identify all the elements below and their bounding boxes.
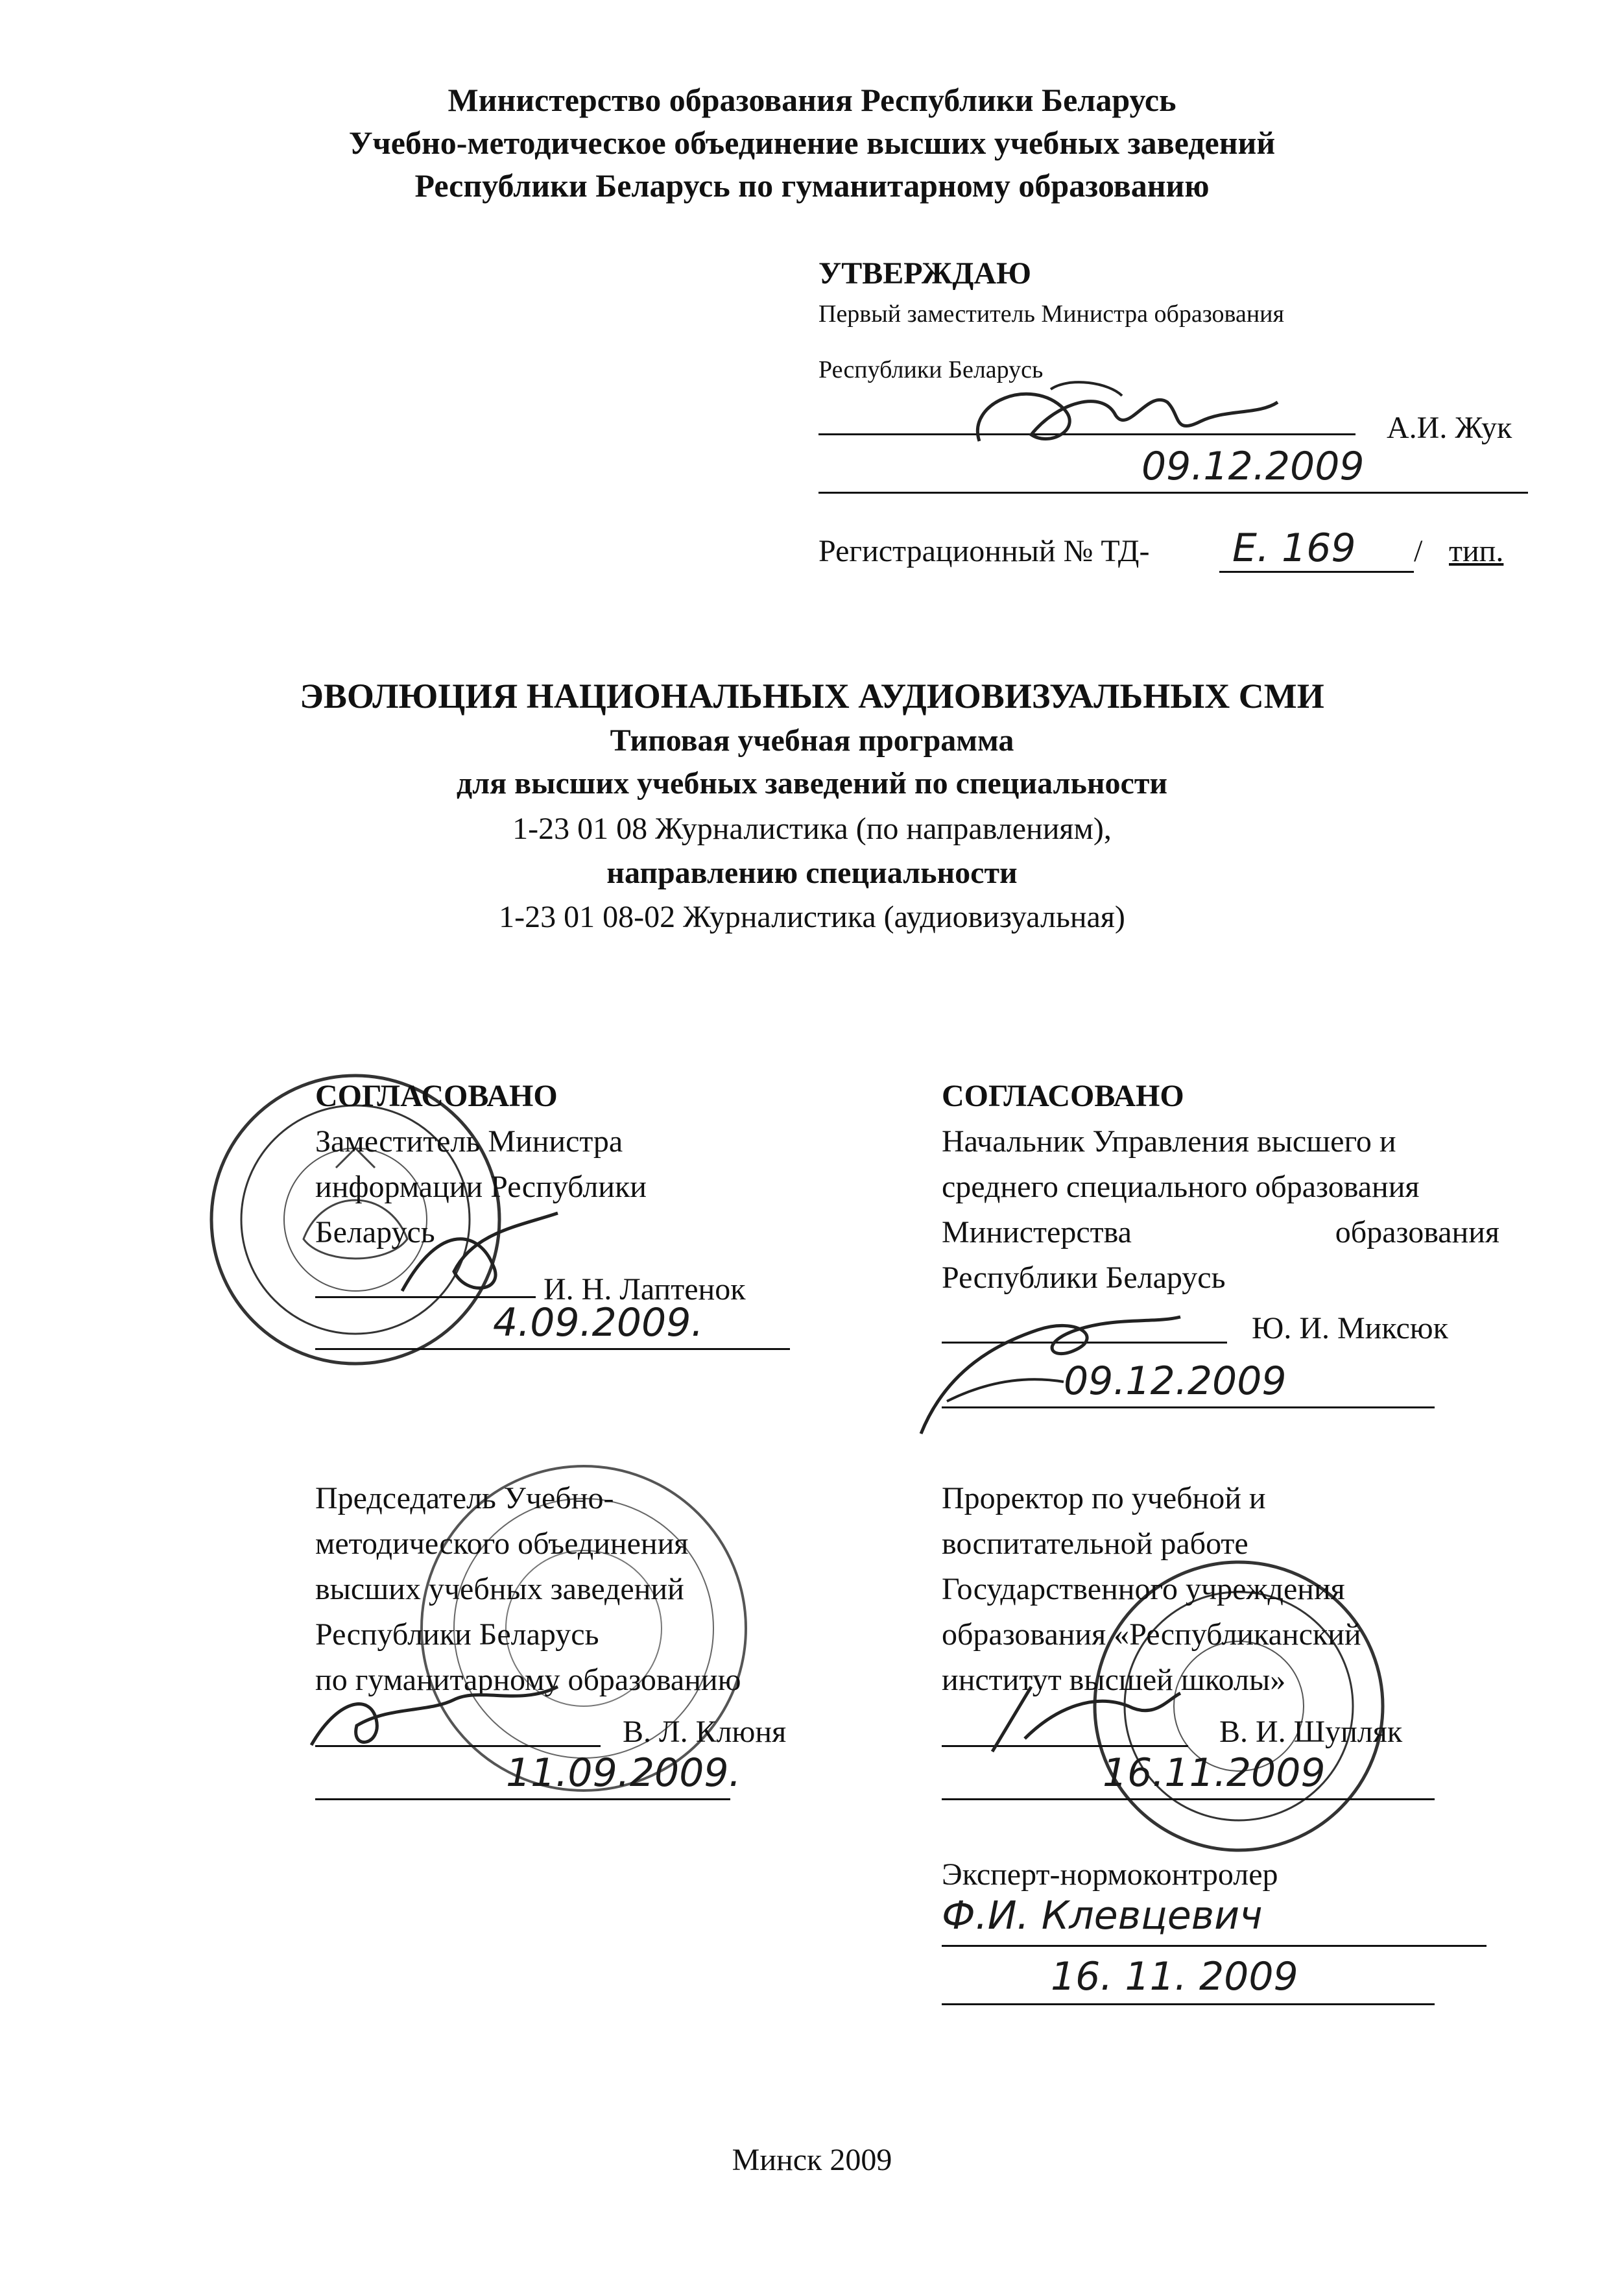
- approve-title: УТВЕРЖДАЮ: [818, 256, 1032, 291]
- chair-name: В. Л. Клюня: [623, 1715, 787, 1749]
- umo-name: Учебно-методическое объединение высших учебных заведений: [348, 125, 1276, 161]
- chair-line2: методического объединения: [315, 1526, 689, 1561]
- expert-date: 16. 11. 2009: [1051, 1954, 1298, 1999]
- reg-type: тип.: [1449, 534, 1504, 568]
- prorector-line3: Государственного учреждения: [942, 1572, 1345, 1606]
- prorector-line5: институт высшей школы»: [942, 1663, 1286, 1697]
- agreed-right-line3: [942, 1213, 1499, 1252]
- chair-signature: [298, 1674, 571, 1758]
- agreed-right-name: Ю. И. Миксюк: [1252, 1311, 1448, 1345]
- approve-position-1: Первый заместитель Министра образования: [818, 300, 1284, 328]
- reg-number: Е. 169: [1232, 525, 1356, 571]
- prorector-line4: образования «Республиканский: [942, 1617, 1361, 1652]
- expert-signature: Ф.И. Клевцевич: [942, 1893, 1263, 1938]
- agreed-left-name: И. Н. Лаптенок: [543, 1272, 746, 1307]
- program-subtitle-2: для высших учебных заведений по специальности: [456, 766, 1168, 801]
- agreed-left-date: 4.09.2009.: [493, 1300, 704, 1345]
- chair-date: 11.09.2009.: [506, 1750, 741, 1796]
- agreed-right-line1: Начальник Управления высшего и: [942, 1124, 1396, 1159]
- agreed-right-line2: среднего специального образования: [942, 1170, 1420, 1204]
- prorector-line2: воспитательной работе: [942, 1526, 1248, 1561]
- program-title: ЭВОЛЮЦИЯ НАЦИОНАЛЬНЫХ АУДИОВИЗУАЛЬНЫХ СМИ: [300, 677, 1324, 716]
- chair-line5: по гуманитарному образованию: [315, 1663, 741, 1697]
- agreed-left-line2: информации Республики: [315, 1170, 647, 1204]
- agreed-right-date: 09.12.2009: [1064, 1358, 1287, 1404]
- chair-line1: Председатель Учебно-: [315, 1481, 614, 1515]
- agreed-right-line3a: Министерства: [942, 1215, 1132, 1249]
- program-direction: 1-23 01 08-02 Журналистика (аудиовизуальная): [499, 900, 1125, 934]
- chair-line3: высших учебных заведений: [315, 1572, 684, 1606]
- approve-name: А.И. Жук: [1387, 411, 1512, 445]
- agreed-right-line4: Республики Беларусь: [942, 1260, 1226, 1295]
- agreed-left-title: СОГЛАСОВАНО: [315, 1079, 558, 1113]
- place-year: Минск 2009: [732, 2143, 892, 2177]
- prorector-date: 16.11.2009: [1103, 1750, 1326, 1796]
- agreed-left-line3: Беларусь: [315, 1215, 435, 1249]
- ministry-name: Министерство образования Республики Беларусь: [448, 82, 1176, 118]
- agreed-right-line3b: образования: [1335, 1215, 1499, 1249]
- program-specialty: 1-23 01 08 Журналистика (по направлениям),: [512, 812, 1112, 846]
- reg-slash: /: [1414, 534, 1423, 568]
- expert-title: Эксперт-нормоконтролер: [942, 1857, 1278, 1892]
- chair-line4: Республики Беларусь: [315, 1617, 599, 1652]
- agreed-left-line1: Заместитель Министра: [315, 1124, 623, 1159]
- program-direction-label: направлению специальности: [606, 856, 1018, 890]
- program-subtitle-1: Типовая учебная программа: [610, 723, 1014, 758]
- reg-prefix: Регистрационный № ТД-: [818, 534, 1150, 568]
- approve-date: 09.12.2009: [1141, 444, 1365, 489]
- umo-name-cont: Республики Беларусь по гуманитарному образованию: [414, 167, 1210, 204]
- prorector-name: В. И. Шупляк: [1219, 1715, 1403, 1749]
- prorector-line1: Проректор по учебной и: [942, 1481, 1266, 1515]
- agreed-right-title: СОГЛАСОВАНО: [942, 1079, 1184, 1113]
- approve-position-2: Республики Беларусь: [818, 356, 1044, 383]
